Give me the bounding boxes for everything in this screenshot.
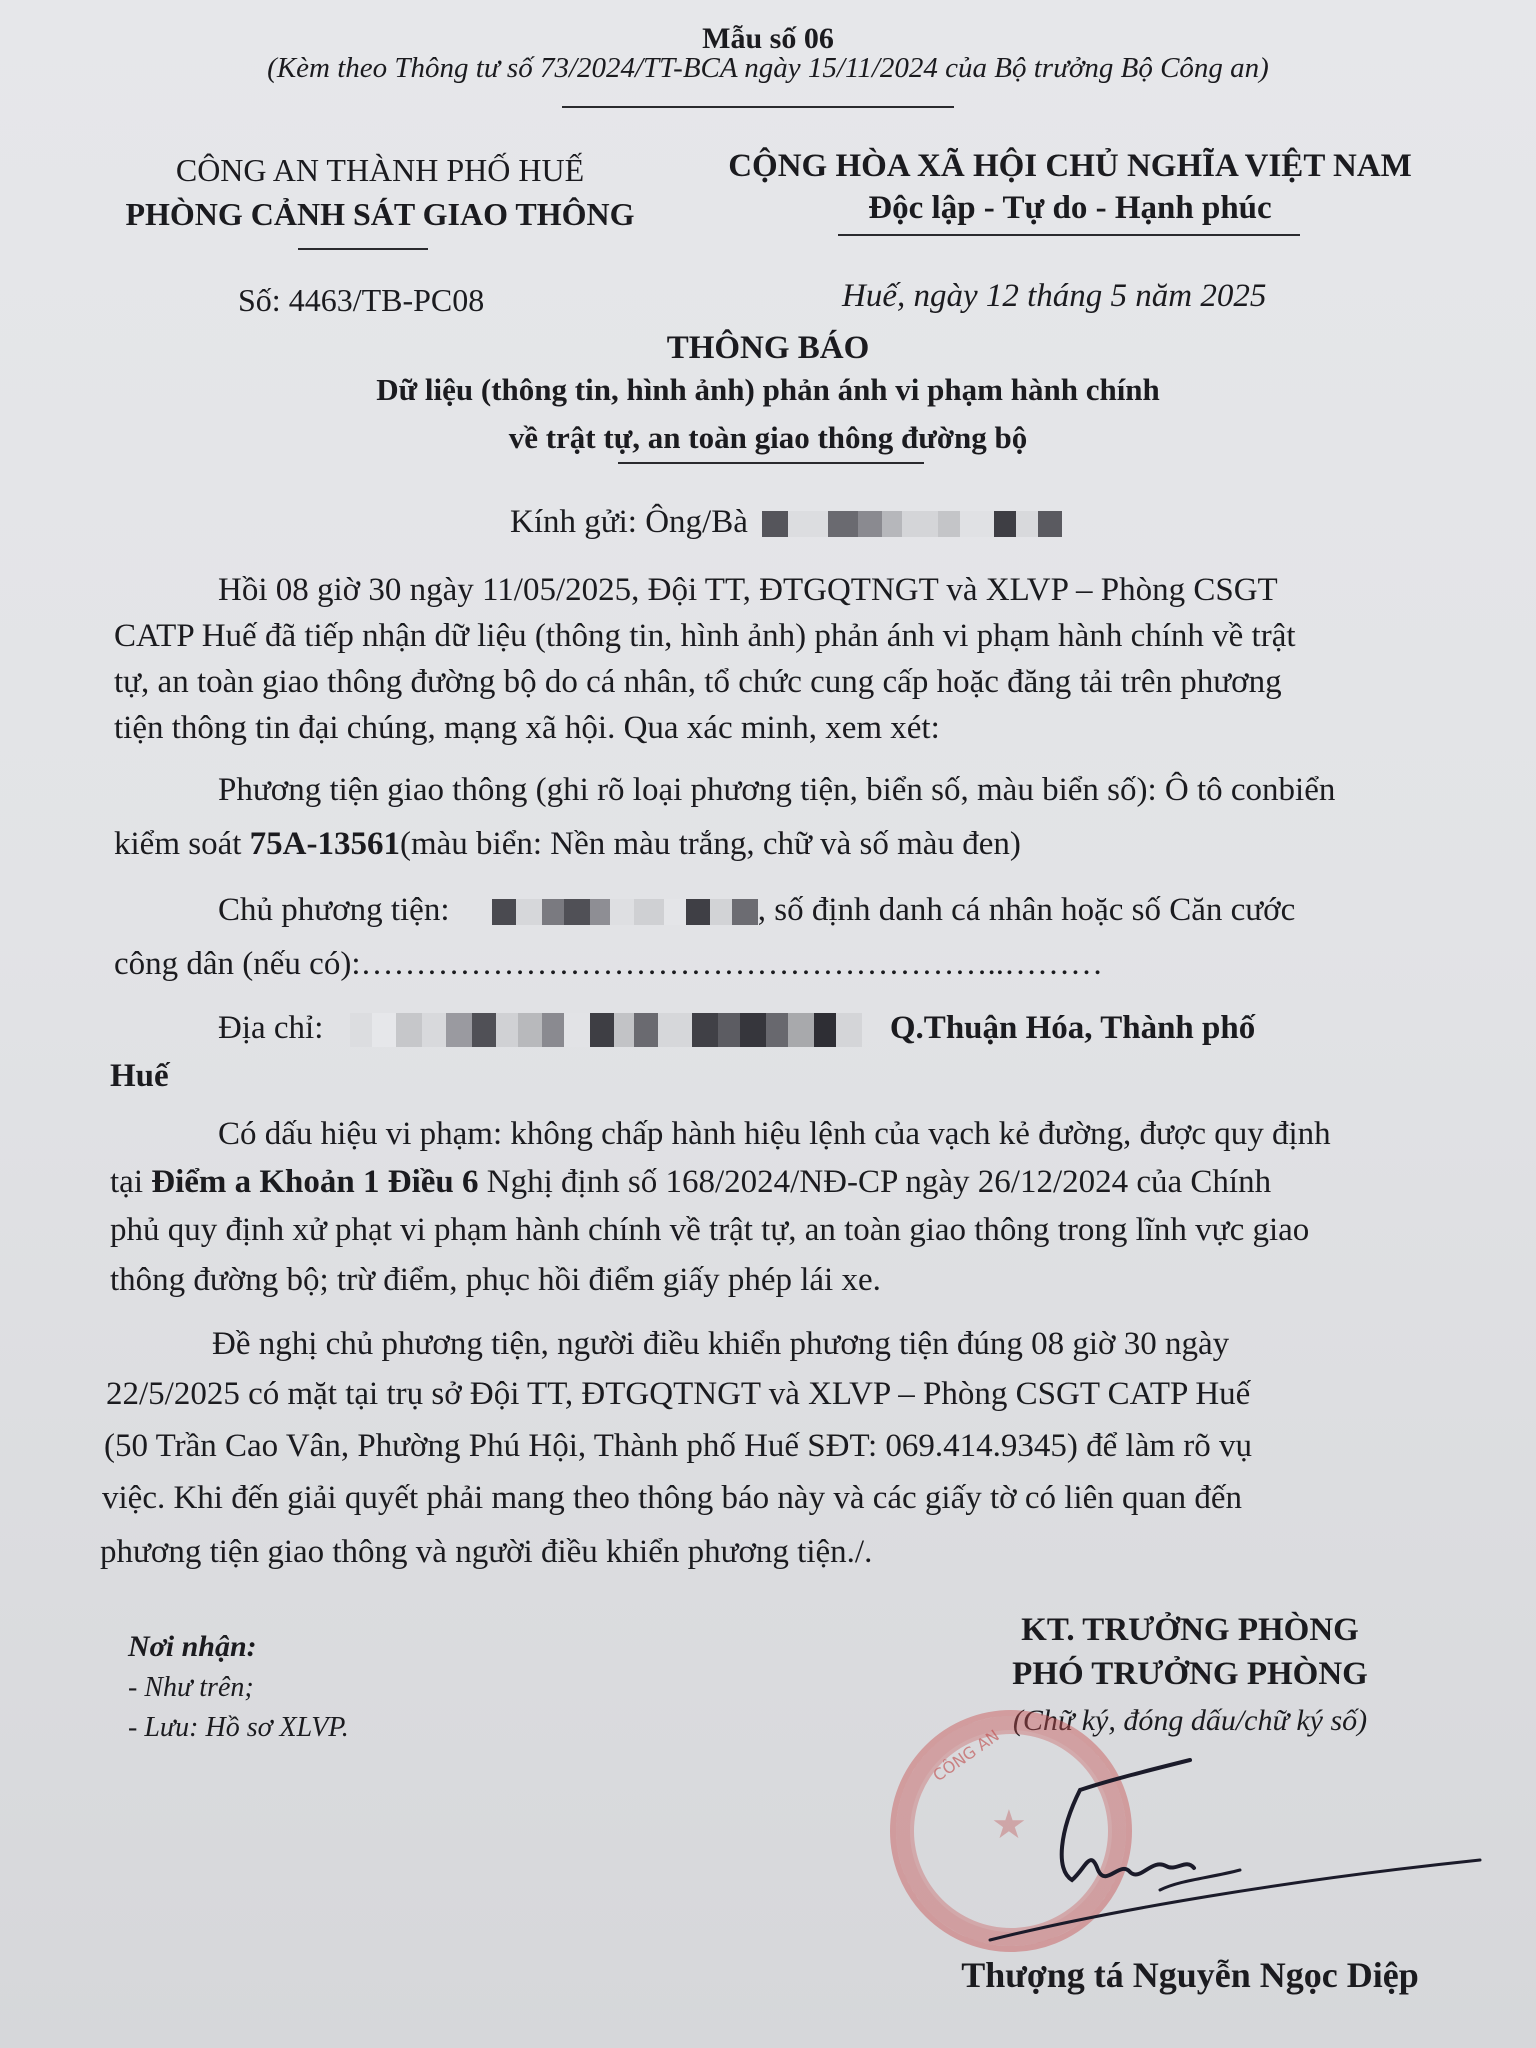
place-date: Huế, ngày 12 tháng 5 năm 2025	[842, 278, 1267, 314]
license-plate: 75A-13561	[249, 826, 400, 862]
attachment-note: (Kèm theo Thông tư số 73/2024/TT-BCA ngày 15/11/2024 của Bộ trưởng Bộ Công an)	[267, 52, 1269, 84]
paragraph-1-line-4: tiện thông tin đại chúng, mạng xã hội. Qua xác minh, xem xét:	[114, 710, 940, 746]
signature-title-2: PHÓ TRƯỞNG PHÒNG	[1012, 1656, 1368, 1692]
request-line-2: 22/5/2025 có mặt tại trụ sở Đội TT, ĐTGQTNGT và XLVP – Phòng CSGT CATP Huế	[106, 1376, 1251, 1412]
signer-name: Thượng tá Nguyễn Ngọc Diệp	[961, 1955, 1419, 1995]
recipient-line	[510, 504, 1062, 541]
recipient-label: Kính gửi: Ông/Bà	[510, 504, 748, 540]
request-line-4: việc. Khi đến giải quyết phải mang theo thông báo này và các giấy tờ có liên quan đến	[102, 1480, 1243, 1516]
paragraph-1-line-2: CATP Huế đã tiếp nhận dữ liệu (thông tin, hình ảnh) phản ánh vi phạm hành chính về trật	[114, 618, 1296, 654]
handwritten-signature	[960, 1750, 1500, 1950]
owner-id-suffix: , số định danh cá nhân hoặc số Căn cước	[757, 892, 1296, 928]
violation-article: Điểm a Khoản 1 Điều 6	[151, 1164, 479, 1200]
violation-line-2	[110, 1164, 1271, 1201]
national-title: CỘNG HÒA XÃ HỘI CHỦ NGHĨA VIỆT NAM	[728, 148, 1412, 184]
owner-line	[218, 892, 1295, 929]
redacted-recipient-name	[762, 511, 1062, 537]
redacted-address	[350, 1013, 862, 1047]
owner-label: Chủ phương tiện:	[218, 892, 450, 928]
national-motto: Độc lập - Tự do - Hạnh phúc	[868, 190, 1272, 226]
request-line-3: (50 Trần Cao Vân, Phường Phú Hội, Thành phố Huế SĐT: 069.414.9345) để làm rõ vụ	[104, 1428, 1253, 1464]
signature-title-1: KT. TRƯỞNG PHÒNG	[1021, 1612, 1359, 1648]
document-title: THÔNG BÁO	[666, 330, 870, 366]
request-line-1: Đề nghị chủ phương tiện, người điều khiển phương tiện đúng 08 giờ 30 ngày	[212, 1326, 1230, 1362]
stamp-star-icon: ★	[991, 1802, 1027, 1847]
vehicle-line-2-prefix: kiểm soát	[114, 826, 250, 862]
motto-divider	[838, 234, 1300, 236]
signature-note: (Chữ ký, đóng dấu/chữ ký số)	[1012, 1704, 1368, 1737]
vehicle-line-2	[114, 826, 1021, 863]
address-label: Địa chỉ:	[218, 1010, 324, 1046]
document-subtitle-2: về trật tự, an toàn giao thông đường bộ	[508, 420, 1028, 455]
issuer-agency: CÔNG AN THÀNH PHỐ HUẾ	[175, 152, 585, 188]
issuer-department: PHÒNG CẢNH SÁT GIAO THÔNG	[125, 196, 635, 232]
title-divider	[618, 462, 924, 464]
request-line-5: phương tiện giao thông và người điều khiển phương tiện./.	[100, 1534, 873, 1570]
vehicle-line-2-suffix: (màu biển: Nền màu trắng, chữ và số màu đen)	[399, 826, 1021, 862]
paragraph-1-line-1: Hồi 08 giờ 30 ngày 11/05/2025, Đội TT, ĐTGQTNGT và XLVP – Phòng CSGT	[218, 572, 1278, 608]
paragraph-1-line-3: tự, an toàn giao thông đường bộ do cá nhân, tổ chức cung cấp hoặc đăng tải trên phương	[114, 664, 1282, 700]
form-number: Mẫu số 06	[702, 22, 834, 55]
redacted-owner-name	[492, 899, 758, 925]
recipients-item-2: - Lưu: Hồ sơ XLVP.	[128, 1712, 349, 1743]
address-district: Q.Thuận Hóa, Thành phố	[889, 1010, 1256, 1046]
violation-line-4: thông đường bộ; trừ điểm, phục hồi điểm giấy phép lái xe.	[110, 1262, 881, 1298]
recipients-item-1: - Như trên;	[128, 1672, 254, 1703]
address-city: Huế	[110, 1058, 169, 1094]
document-subtitle-1: Dữ liệu (thông tin, hình ảnh) phản ánh vi phạm hành chính	[376, 372, 1160, 407]
header-divider	[562, 106, 954, 108]
violation-line-2-prefix: tại	[110, 1164, 152, 1200]
address-line	[218, 1010, 1255, 1047]
vehicle-line-1: Phương tiện giao thông (ghi rõ loại phương tiện, biển số, màu biển số): Ô tô conbiển	[218, 772, 1336, 808]
violation-line-3: phủ quy định xử phạt vi phạm hành chính về trật tự, an toàn giao thông trong lĩnh vực giao	[110, 1212, 1310, 1248]
document-number: Số: 4463/TB-PC08	[238, 282, 485, 318]
owner-id-line: công dân (nếu có):…………………………………………………..………	[114, 946, 1103, 982]
violation-line-2-suffix: Nghị định số 168/2024/NĐ-CP ngày 26/12/2024 của Chính	[478, 1164, 1272, 1200]
violation-line-1: Có dấu hiệu vi phạm: không chấp hành hiệu lệnh của vạch kẻ đường, được quy định	[218, 1116, 1331, 1152]
recipients-label: Nơi nhận:	[128, 1630, 257, 1663]
issuer-divider	[298, 248, 428, 250]
stamp-text: CÔNG AN	[929, 1725, 1003, 1786]
